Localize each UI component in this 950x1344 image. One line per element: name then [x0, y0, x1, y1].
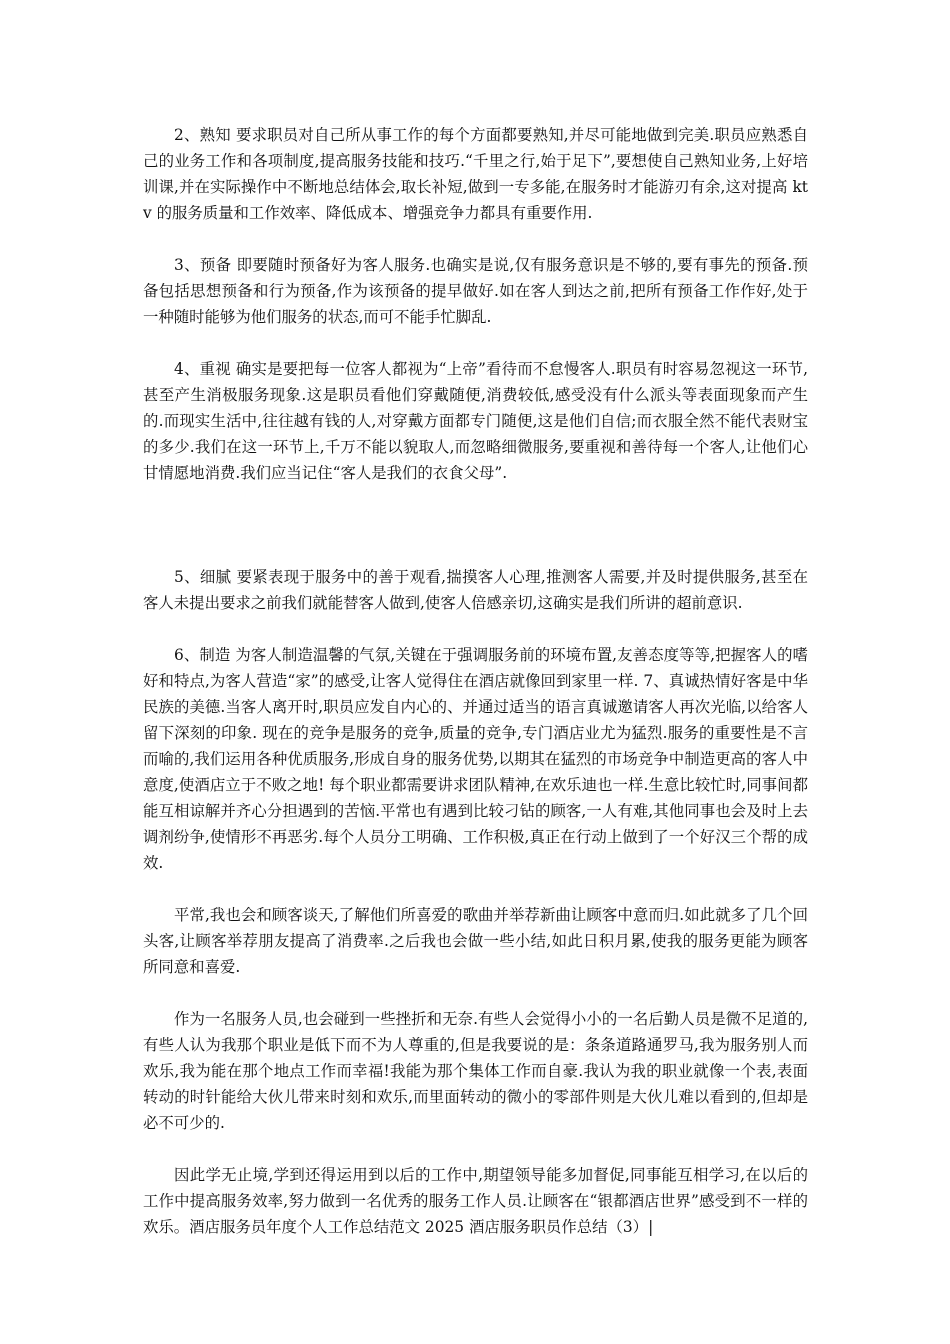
paragraph-spacer — [143, 226, 808, 252]
document-body — [143, 122, 808, 1240]
paragraph-spacer — [143, 616, 808, 642]
paragraph-spacer — [143, 1136, 808, 1162]
paragraph-spacer — [143, 330, 808, 356]
paragraph-spacer — [143, 876, 808, 902]
paragraph-creation: 6、制造 为客人制造温馨的气氛,关键在于强调服务前的环境布置,友善态度等等,把握客人的嗜好和特点,为客人营造“家”的感受,让客人觉得住在酒店就像回到家里一样. 7、真诚热情好客是中华民族的美德.当客人离开时,职员应发自内心的、并通过适当的语言真诚邀请客人再次光临,以给客人留下深刻的印象. 现在的竞争是服务的竞争,质量的竞争,专门酒店业尤为猛烈.服务的重要性是不言而喻的,我们运用各种优质服务,形成自身的服务优势,以期其在猛烈的市场竞争中制造更高的客人中意度,使酒店立于不败之地! 每个职业都需要讲求团队精神,在欢乐迪也一样.生意比较忙时,同事间都能互相谅解并齐心分担遇到的苦恼.平常也有遇到比较刁钻的顾客,一人有难,其他同事也会及时上去调剂纷争,使情形不再恶劣.每个人员分工明确、工作积极,真正在行动上做到了一个好汉三个帮的成效. — [143, 646, 808, 872]
paragraph-conclusion: 因此学无止境,学到还得运用到以后的工作中,期望领导能多加督促,同事能互相学习,在以后的工作中提高服务效率,努力做到一名优秀的服务工作人员.让顾客在“银都酒店世界”感受到不一样的欢乐。酒店服务员年度个人工作总结范文 2025 酒店服务职员作总结（3）| — [143, 1166, 808, 1236]
paragraph-familiarity: 2、熟知 要求职员对自己所从事工作的每个方面都要熟知,并尽可能地做到完美.职员应熟悉自己的业务工作和各项制度,提高服务技能和技巧.“千里之行,始于足下”,要想使自己熟知业务,上好培训课,并在实际操作中不断地总结体会,取长补短,做到一专多能,在服务时才能游刃有余,这对提高 ktv 的服务质量和工作效率、降低成本、增强竞争力都具有重要作用. — [143, 126, 808, 222]
paragraph-service-role: 作为一名服务人员,也会碰到一些挫折和无奈.有些人会觉得小小的一名后勤人员是微不足道的,有些人认为我那个职业是低下而不为人尊重的,但是我要说的是：条条道路通罗马,我为服务别人而欢乐,我为能在那个地点工作而幸福!我能为那个集体工作而自豪.我认为我的职业就像一个表,表面转动的时针能给大伙儿带来时刻和欢乐,而里面转动的微小的零部件则是大伙儿难以看到的,但却是必不可少的. — [143, 1010, 808, 1132]
section-spacer — [143, 486, 808, 564]
paragraph-detail: 5、细腻 要紧表现于服务中的善于观看,揣摸客人心理,推测客人需要,并及时提供服务,甚至在客人未提出要求之前我们就能替客人做到,使客人倍感亲切,这确实是我们所讲的超前意识. — [143, 568, 808, 612]
paragraph-chatting: 平常,我也会和顾客谈天,了解他们所喜爱的歌曲并举荐新曲让顾客中意而归.如此就多了几个回头客,让顾客举荐朋友提高了消费率.之后我也会做一些小结,如此日积月累,使我的服务更能为顾客所同意和喜爱. — [143, 906, 808, 976]
paragraph-preparation: 3、预备 即要随时预备好为客人服务.也确实是说,仅有服务意识是不够的,要有事先的预备.预备包括思想预备和行为预备,作为该预备的提早做好.如在客人到达之前,把所有预备工作作好,处于一种随时能够为他们服务的状态,而可不能手忙脚乱. — [143, 256, 808, 326]
paragraph-attention: 4、重视 确实是要把每一位客人都视为“上帝”看待而不怠慢客人.职员有时容易忽视这一环节,甚至产生消极服务现象.这是职员看他们穿戴随便,消费较低,感受没有什么派头等表面现象而产生的.而现实生活中,往往越有钱的人,对穿戴方面都专门随便,这是他们自信;而衣服全然不能代表财宝的多少.我们在这一环节上,千万不能以貌取人,而忽略细微服务,要重视和善待每一个客人,让他们心甘情愿地消费.我们应当记住“客人是我们的衣食父母”. — [143, 360, 808, 482]
paragraph-spacer — [143, 980, 808, 1006]
